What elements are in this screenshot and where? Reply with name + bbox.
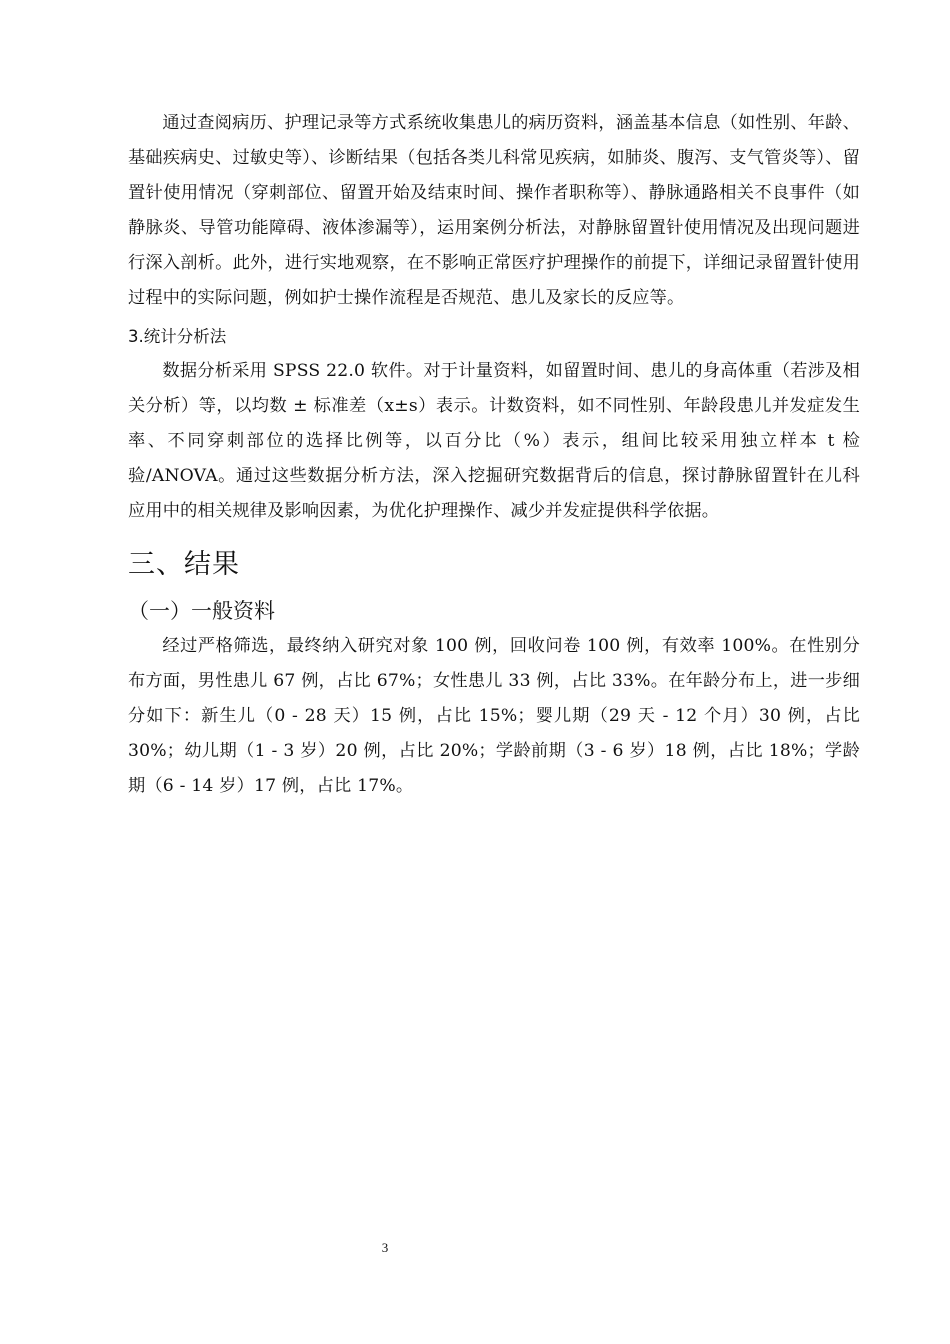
- paragraph-statistical-analysis: 数据分析采用 SPSS 22.0 软件。对于计量资料，如留置时间、患儿的身高体重（若涉及相关分析）等，以均数 ± 标准差（x±s）表示。计数资料，如不同性别、年龄段患儿并发症发生率、不同穿刺部位的选择比例等，以百分比（%）表示，组间比较采用独立样本 t 检验/ANOVA。通过这些数据分析方法，深入挖掘研究数据背后的信息，探讨静脉留置针在儿科应用中的相关规律及影响因素，为优化护理操作、减少并发症提供科学依据。: [128, 361, 860, 521]
- heading-results: 三、结果: [128, 549, 240, 580]
- heading-general-data: （一）一般资料: [128, 599, 275, 623]
- paragraph-data-collection: 通过查阅病历、护理记录等方式系统收集患儿的病历资料，涵盖基本信息（如性别、年龄、基础疾病史、过敏史等）、诊断结果（包括各类儿科常见疾病，如肺炎、腹泻、支气管炎等）、留置针使用情况（穿刺部位、留置开始及结束时间、操作者职称等）、静脉通路相关不良事件（如静脉炎、导管功能障碍、液体渗漏等），运用案例分析法，对静脉留置针使用情况及出现问题进行深入剖析。此外，进行实地观察，在不影响正常医疗护理操作的前提下，详细记录留置针使用过程中的实际问题，例如护士操作流程是否规范、患儿及家长的反应等。: [128, 113, 860, 308]
- page-number: 3: [381, 1240, 389, 1255]
- page-content: [128, 106, 860, 804]
- heading-statistical-method: 3.统计分析法: [128, 327, 227, 346]
- paragraph-general-data: 经过严格筛选，最终纳入研究对象 100 例，回收问卷 100 例，有效率 100%。在性别分布方面，男性患儿 67 例，占比 67%；女性患儿 33 例，占比 33%。在年龄分布上，进一步细分如下：新生儿（0 - 28 天）15 例，占比 15%；婴儿期（29 天 - 12 个月）30 例，占比 30%；幼儿期（1 - 3 岁）20 例，占比 20%；学龄前期（3 - 6 岁）18 例，占比 18%；学龄期（6 - 14 岁）17 例，占比 17%。: [128, 636, 860, 796]
